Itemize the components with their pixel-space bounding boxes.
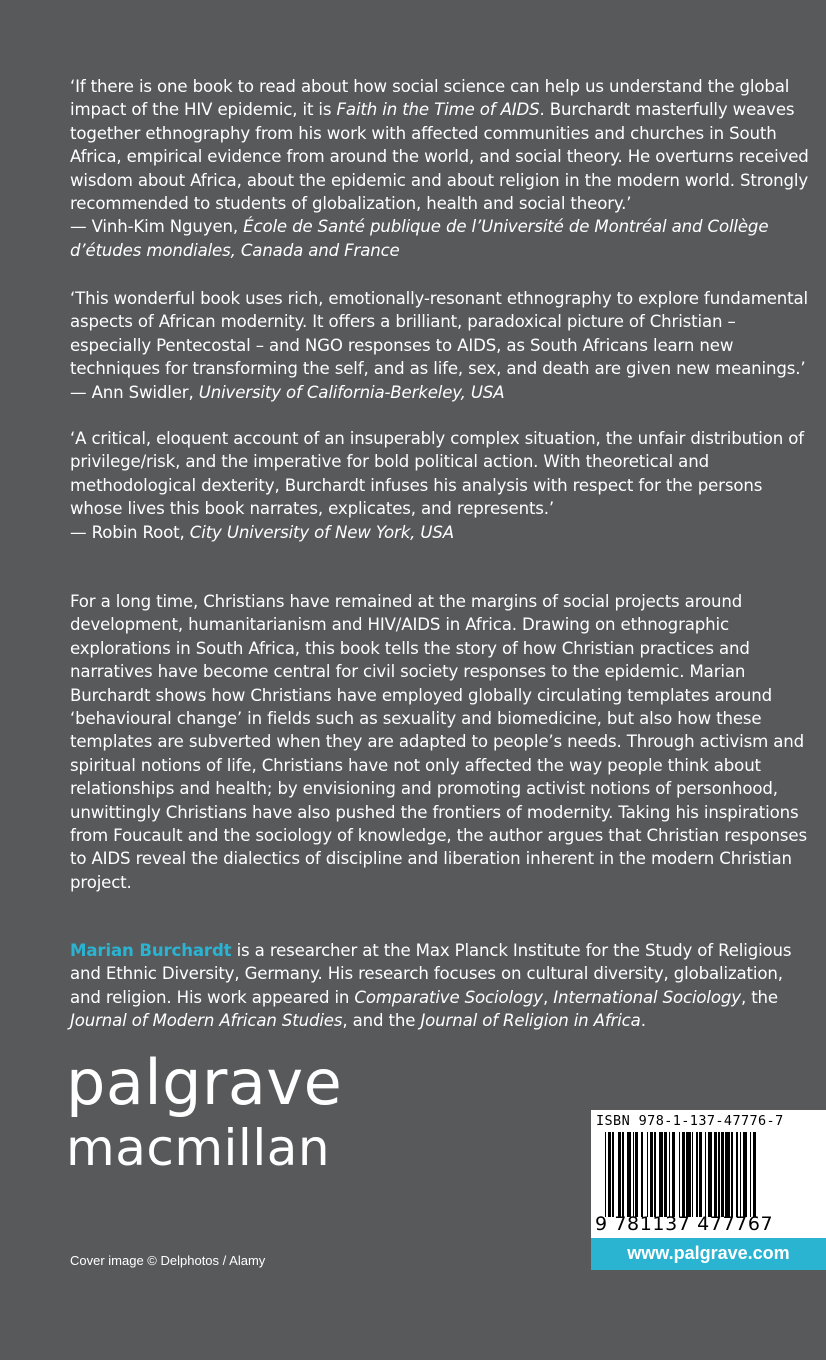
barcode-bar [714,1132,717,1217]
description-line: unwittingly Christians have also pushed the frontiers of modernity. Taking his inspirations [70,802,799,822]
barcode-bar [731,1132,732,1217]
barcode-bar [721,1132,724,1217]
barcode-bar [618,1132,621,1217]
isbn-barcode [591,1110,826,1238]
barcode-bar [696,1132,697,1217]
barcode-bar [686,1132,690,1217]
quote-line: recommended to students of globalization, health and social theory.’ [70,194,632,214]
barcode-bar [699,1132,702,1217]
description-line: ‘behavioural change’ in fields such as sexuality and biomedicine, but also how these [70,709,762,729]
book-title: Faith in the Time of AIDS [336,100,540,120]
barcode-bar [672,1132,675,1217]
barcode-bar [736,1132,739,1217]
barcode-bar [650,1132,653,1217]
bio-line: Marian Burchardt is a researcher at the Max Planck Institute for the Study of Religious [70,941,792,960]
barcode-bar [654,1132,655,1217]
quote-attribution-cont: d’études mondiales, Canada and France [70,240,400,260]
barcode-bar [608,1132,611,1217]
description-line: project. [70,872,132,892]
isbn-label: ISBN 978-1-137-47776-7 [596,1113,784,1129]
quote-attribution: — Vinh-Kim Nguyen, École de Santé publique de l’Université de Montréal and Collège [70,217,769,237]
bio-line: Journal of Modern African Studies, and the Journal of Religion in Africa. [70,1011,646,1031]
quote-line: wisdom about Africa, about the epidemic and about religion in the modern world. Strongly [70,170,808,190]
description-line: development, humanitarianism and HIV/AIDS in Africa. Drawing on ethnographic [70,615,729,635]
barcode-bar [750,1132,751,1217]
quote-line: aspects of African modernity. It offers a brilliant, paradoxical picture of Christian – [70,312,736,332]
quote-line: ‘A critical, eloquent account of an insuperably complex situation, the unfair distribution of [70,429,804,448]
cover-image-credit: Cover image © Delphotos / Alamy [70,1253,266,1268]
quote-line: impact of the HIV epidemic, it is Faith in the Time of AIDS. Burchardt masterfully weaves [70,100,795,120]
description-line: from Foucault and the sociology of knowledge, the author argues that Christian responses [70,826,807,846]
book-description [70,590,826,894]
description-line: relationships and health; by envisioning and promoting activist notions of personhood, [70,779,778,799]
quote-line: especially Pentecostal – and NGO responses to AIDS, as South Africans learn new [70,335,734,355]
barcode-bar [708,1132,712,1217]
endorsement-quote-2 [70,287,826,404]
quote-line: privilege/risk, and the imperative for bold political action. With theoretical and [70,452,709,472]
barcode-bar [635,1132,638,1217]
barcode-bar [605,1132,606,1217]
quote-line: ‘If there is one book to read about how social science can help us understand the global [70,77,790,96]
quote-line: methodological dexterity, Burchardt infuses his analysis with respect for the persons [70,475,763,495]
publisher-logo-line-2: macmillan [66,1119,331,1177]
description-line: For a long time, Christians have remained at the margins of social projects around [70,592,743,611]
publisher-logo-line-1: palgrave [66,1046,343,1119]
barcode-bar [705,1132,706,1217]
barcode-bar [612,1132,613,1217]
barcode-bar [633,1132,634,1217]
quote-line: together ethnography from his work with affected communities and churches in South [70,123,777,143]
description-line: Burchardt shows how Christians have employed globally circulating templates around [70,685,772,705]
barcode-bar [622,1132,623,1217]
barcode-bar [669,1132,670,1217]
endorsement-quote-1 [70,75,826,262]
bio-line: and Ethnic Diversity, Germany. His research focuses on cultural diversity, globalization, [70,964,783,984]
description-line: spiritual notions of life, Christians have not only affected the way people think about [70,755,761,775]
description-line: explorations in South Africa, this book tells the story of how Christian practices and [70,638,750,658]
bio-line: and religion. His work appeared in Comparative Sociology, International Sociology, the [70,987,778,1007]
quote-attribution: — Robin Root, City University of New York, USA [70,522,454,542]
description-line: to AIDS reveal the dialectics of discipline and liberation inherent in the modern Christian [70,849,792,869]
barcode-bar [740,1132,741,1217]
barcode-bar [725,1132,729,1217]
barcode-bar [641,1132,642,1217]
description-line: narratives have become central for civil society responses to the epidemic. Marian [70,662,746,682]
quote-line: techniques for transforming the self, and as life, sex, and death are given new meanings.’ [70,359,806,379]
publisher-logo [66,1046,343,1177]
barcode-bar [692,1132,693,1217]
barcode-bar [682,1132,685,1217]
quote-line: whose lives this book narrates, explicates, and represents.’ [70,499,555,519]
description-line: templates are subverted when they are adapted to people’s needs. Through activism and [70,732,804,752]
author-name: Marian Burchardt [70,941,232,960]
author-bio [70,939,826,1033]
barcode-bar [659,1132,663,1217]
quote-line: Africa, empirical evidence from around the world, and social theory. He overturns received [70,147,809,167]
barcode-bar [753,1132,756,1217]
barcode-bar [627,1132,631,1217]
barcode-digits: 9 781137 477767 [595,1213,774,1235]
barcode-bars [605,1132,810,1217]
publisher-url[interactable]: www.palgrave.com [591,1238,826,1270]
barcode-bar [664,1132,667,1217]
quote-line: ‘This wonderful book uses rich, emotionally-resonant ethnography to explore fundamental [70,289,808,308]
barcode-bar [743,1132,747,1217]
barcode-bar [718,1132,719,1217]
barcode-bar [679,1132,680,1217]
endorsement-quote-3 [70,427,826,544]
quote-attribution: — Ann Swidler, University of California-Berkeley, USA [70,382,505,402]
barcode-bar [647,1132,648,1217]
